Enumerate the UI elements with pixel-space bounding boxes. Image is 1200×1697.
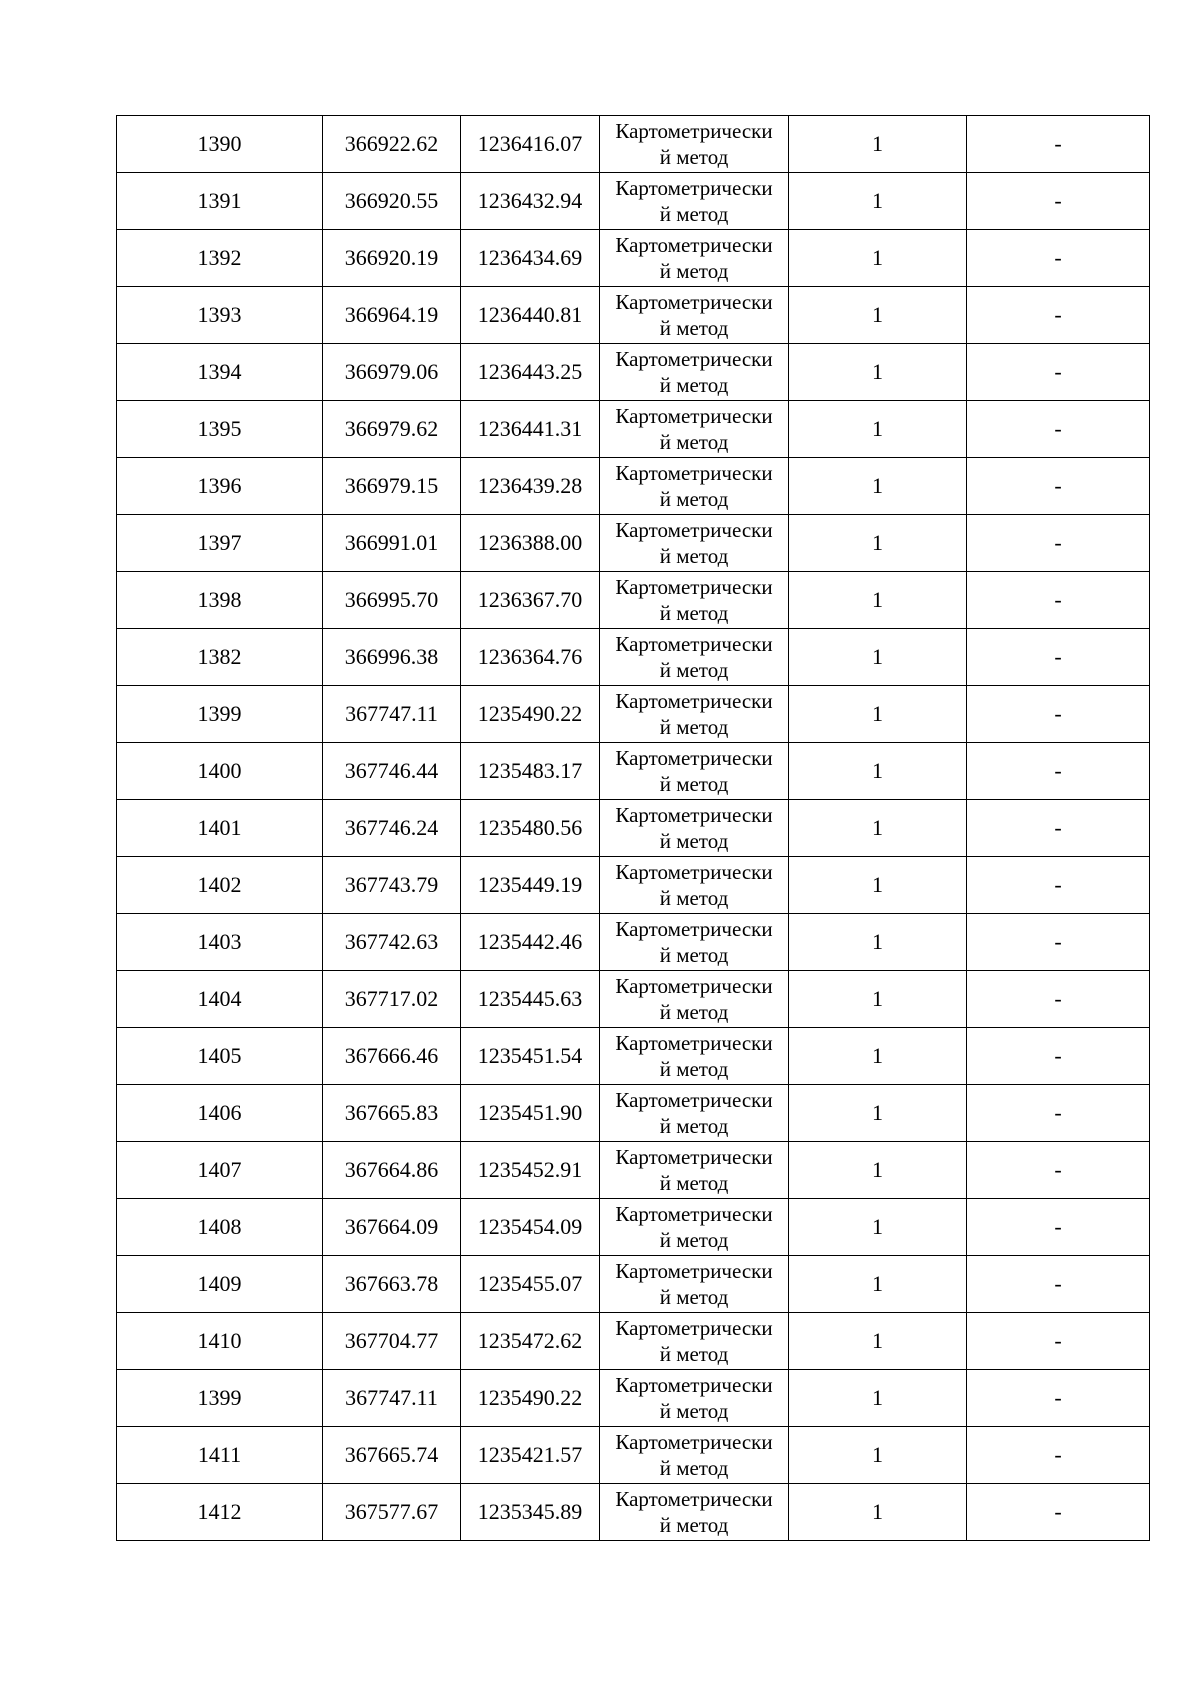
method-text-line-1: Картометрически bbox=[615, 347, 773, 371]
table-row bbox=[117, 1427, 1150, 1484]
y-coordinate-cell: 1235483.17 bbox=[461, 743, 600, 800]
accuracy-cell: 1 bbox=[789, 1427, 967, 1484]
method-text-line-1: Картометрически bbox=[615, 1088, 773, 1112]
accuracy-cell: 1 bbox=[789, 1484, 967, 1541]
y-coordinate-cell: 1235452.91 bbox=[461, 1142, 600, 1199]
table-row bbox=[117, 971, 1150, 1028]
point-number-cell: 1407 bbox=[117, 1142, 323, 1199]
method-text-line-1: Картометрически bbox=[615, 233, 773, 257]
point-number-cell: 1390 bbox=[117, 116, 323, 173]
point-number-cell: 1399 bbox=[117, 1370, 323, 1427]
note-cell: - bbox=[967, 515, 1150, 572]
x-coordinate-cell: 367746.44 bbox=[323, 743, 461, 800]
method-text-line-1: Картометрически bbox=[615, 803, 773, 827]
method-text-line-2: й метод bbox=[659, 1399, 729, 1423]
point-number-cell: 1395 bbox=[117, 401, 323, 458]
table-row bbox=[117, 800, 1150, 857]
x-coordinate-cell: 367665.83 bbox=[323, 1085, 461, 1142]
method-cell bbox=[600, 1256, 789, 1313]
method-cell bbox=[600, 1427, 789, 1484]
method-text-line-2: й метод bbox=[659, 658, 729, 682]
accuracy-cell: 1 bbox=[789, 401, 967, 458]
method-text-line-2: й метод bbox=[659, 202, 729, 226]
accuracy-cell: 1 bbox=[789, 458, 967, 515]
method-text-line-2: й метод bbox=[659, 1114, 729, 1138]
point-number-cell: 1403 bbox=[117, 914, 323, 971]
y-coordinate-cell: 1235480.56 bbox=[461, 800, 600, 857]
y-coordinate-cell: 1236432.94 bbox=[461, 173, 600, 230]
method-text-line-1: Картометрически bbox=[615, 461, 773, 485]
point-number-cell: 1404 bbox=[117, 971, 323, 1028]
method-cell bbox=[600, 686, 789, 743]
method-cell bbox=[600, 1370, 789, 1427]
accuracy-cell: 1 bbox=[789, 1313, 967, 1370]
method-cell bbox=[600, 1199, 789, 1256]
method-text-line-2: й метод bbox=[659, 259, 729, 283]
y-coordinate-cell: 1236388.00 bbox=[461, 515, 600, 572]
x-coordinate-cell: 367664.09 bbox=[323, 1199, 461, 1256]
table-row bbox=[117, 173, 1150, 230]
accuracy-cell: 1 bbox=[789, 686, 967, 743]
method-text-line-2: й метод bbox=[659, 1342, 729, 1366]
method-cell bbox=[600, 572, 789, 629]
method-cell bbox=[600, 971, 789, 1028]
table-row bbox=[117, 1313, 1150, 1370]
method-cell bbox=[600, 344, 789, 401]
y-coordinate-cell: 1235442.46 bbox=[461, 914, 600, 971]
method-text-line-2: й метод bbox=[659, 487, 729, 511]
method-cell bbox=[600, 1028, 789, 1085]
table-row bbox=[117, 1370, 1150, 1427]
method-text-line-1: Картометрически bbox=[615, 1430, 773, 1454]
point-number-cell: 1391 bbox=[117, 173, 323, 230]
x-coordinate-cell: 367747.11 bbox=[323, 686, 461, 743]
method-text-line-2: й метод bbox=[659, 1513, 729, 1537]
point-number-cell: 1402 bbox=[117, 857, 323, 914]
y-coordinate-cell: 1235472.62 bbox=[461, 1313, 600, 1370]
method-text-line-1: Картометрически bbox=[615, 1373, 773, 1397]
x-coordinate-cell: 366979.15 bbox=[323, 458, 461, 515]
note-cell: - bbox=[967, 1370, 1150, 1427]
method-text-line-1: Картометрически bbox=[615, 1316, 773, 1340]
table-row bbox=[117, 1028, 1150, 1085]
x-coordinate-cell: 367742.63 bbox=[323, 914, 461, 971]
method-text-line-2: й метод bbox=[659, 1057, 729, 1081]
method-text-line-1: Картометрически bbox=[615, 689, 773, 713]
note-cell: - bbox=[967, 230, 1150, 287]
accuracy-cell: 1 bbox=[789, 743, 967, 800]
point-number-cell: 1401 bbox=[117, 800, 323, 857]
point-number-cell: 1392 bbox=[117, 230, 323, 287]
table-row bbox=[117, 515, 1150, 572]
method-text-line-1: Картометрически bbox=[615, 119, 773, 143]
x-coordinate-cell: 367743.79 bbox=[323, 857, 461, 914]
method-text-line-1: Картометрически bbox=[615, 632, 773, 656]
note-cell: - bbox=[967, 629, 1150, 686]
method-text-line-2: й метод bbox=[659, 772, 729, 796]
x-coordinate-cell: 366996.38 bbox=[323, 629, 461, 686]
table-row bbox=[117, 572, 1150, 629]
method-text-line-1: Картометрически bbox=[615, 746, 773, 770]
accuracy-cell: 1 bbox=[789, 1199, 967, 1256]
accuracy-cell: 1 bbox=[789, 971, 967, 1028]
y-coordinate-cell: 1235451.90 bbox=[461, 1085, 600, 1142]
x-coordinate-cell: 367663.78 bbox=[323, 1256, 461, 1313]
table-row bbox=[117, 401, 1150, 458]
accuracy-cell: 1 bbox=[789, 1028, 967, 1085]
x-coordinate-cell: 366979.06 bbox=[323, 344, 461, 401]
x-coordinate-cell: 366979.62 bbox=[323, 401, 461, 458]
method-cell bbox=[600, 1313, 789, 1370]
accuracy-cell: 1 bbox=[789, 287, 967, 344]
table-row bbox=[117, 344, 1150, 401]
x-coordinate-cell: 367704.77 bbox=[323, 1313, 461, 1370]
method-text-line-2: й метод bbox=[659, 373, 729, 397]
point-number-cell: 1393 bbox=[117, 287, 323, 344]
x-coordinate-cell: 367747.11 bbox=[323, 1370, 461, 1427]
method-text-line-1: Картометрически bbox=[615, 1031, 773, 1055]
method-text-line-1: Картометрически bbox=[615, 974, 773, 998]
y-coordinate-cell: 1236364.76 bbox=[461, 629, 600, 686]
method-text-line-2: й метод bbox=[659, 1228, 729, 1252]
table-row bbox=[117, 1085, 1150, 1142]
note-cell: - bbox=[967, 1085, 1150, 1142]
note-cell: - bbox=[967, 572, 1150, 629]
table-row bbox=[117, 458, 1150, 515]
method-text-line-1: Картометрически bbox=[615, 518, 773, 542]
y-coordinate-cell: 1235451.54 bbox=[461, 1028, 600, 1085]
y-coordinate-cell: 1235445.63 bbox=[461, 971, 600, 1028]
table-row bbox=[117, 116, 1150, 173]
y-coordinate-cell: 1235490.22 bbox=[461, 686, 600, 743]
method-cell bbox=[600, 173, 789, 230]
note-cell: - bbox=[967, 1484, 1150, 1541]
method-text-line-1: Картометрически bbox=[615, 404, 773, 428]
method-cell bbox=[600, 1085, 789, 1142]
table-row bbox=[117, 743, 1150, 800]
y-coordinate-cell: 1236434.69 bbox=[461, 230, 600, 287]
method-text-line-1: Картометрически bbox=[615, 1145, 773, 1169]
note-cell: - bbox=[967, 116, 1150, 173]
note-cell: - bbox=[967, 1028, 1150, 1085]
y-coordinate-cell: 1236416.07 bbox=[461, 116, 600, 173]
accuracy-cell: 1 bbox=[789, 1370, 967, 1427]
accuracy-cell: 1 bbox=[789, 116, 967, 173]
y-coordinate-cell: 1236441.31 bbox=[461, 401, 600, 458]
accuracy-cell: 1 bbox=[789, 1256, 967, 1313]
method-text-line-2: й метод bbox=[659, 544, 729, 568]
method-text-line-2: й метод bbox=[659, 1000, 729, 1024]
point-number-cell: 1400 bbox=[117, 743, 323, 800]
note-cell: - bbox=[967, 1256, 1150, 1313]
point-number-cell: 1406 bbox=[117, 1085, 323, 1142]
method-text-line-2: й метод bbox=[659, 1171, 729, 1195]
point-number-cell: 1399 bbox=[117, 686, 323, 743]
method-cell bbox=[600, 743, 789, 800]
method-cell bbox=[600, 1484, 789, 1541]
table-row bbox=[117, 1142, 1150, 1199]
y-coordinate-cell: 1235490.22 bbox=[461, 1370, 600, 1427]
table-row bbox=[117, 629, 1150, 686]
x-coordinate-cell: 367665.74 bbox=[323, 1427, 461, 1484]
accuracy-cell: 1 bbox=[789, 173, 967, 230]
note-cell: - bbox=[967, 1142, 1150, 1199]
table-row bbox=[117, 857, 1150, 914]
method-cell bbox=[600, 287, 789, 344]
point-number-cell: 1408 bbox=[117, 1199, 323, 1256]
table-row bbox=[117, 1199, 1150, 1256]
table-row bbox=[117, 230, 1150, 287]
accuracy-cell: 1 bbox=[789, 857, 967, 914]
x-coordinate-cell: 366991.01 bbox=[323, 515, 461, 572]
note-cell: - bbox=[967, 287, 1150, 344]
method-text-line-1: Картометрически bbox=[615, 1487, 773, 1511]
method-text-line-1: Картометрически bbox=[615, 860, 773, 884]
y-coordinate-cell: 1235421.57 bbox=[461, 1427, 600, 1484]
x-coordinate-cell: 367666.46 bbox=[323, 1028, 461, 1085]
method-text-line-1: Картометрически bbox=[615, 1202, 773, 1226]
table-row bbox=[117, 287, 1150, 344]
method-cell bbox=[600, 1142, 789, 1199]
y-coordinate-cell: 1235455.07 bbox=[461, 1256, 600, 1313]
accuracy-cell: 1 bbox=[789, 515, 967, 572]
y-coordinate-cell: 1235345.89 bbox=[461, 1484, 600, 1541]
accuracy-cell: 1 bbox=[789, 914, 967, 971]
point-number-cell: 1410 bbox=[117, 1313, 323, 1370]
point-number-cell: 1409 bbox=[117, 1256, 323, 1313]
point-number-cell: 1411 bbox=[117, 1427, 323, 1484]
method-cell bbox=[600, 458, 789, 515]
method-text-line-2: й метод bbox=[659, 145, 729, 169]
note-cell: - bbox=[967, 743, 1150, 800]
point-number-cell: 1405 bbox=[117, 1028, 323, 1085]
method-text-line-2: й метод bbox=[659, 430, 729, 454]
method-text-line-1: Картометрически bbox=[615, 575, 773, 599]
method-cell bbox=[600, 800, 789, 857]
note-cell: - bbox=[967, 914, 1150, 971]
accuracy-cell: 1 bbox=[789, 230, 967, 287]
method-cell bbox=[600, 914, 789, 971]
method-cell bbox=[600, 515, 789, 572]
y-coordinate-cell: 1236367.70 bbox=[461, 572, 600, 629]
accuracy-cell: 1 bbox=[789, 1142, 967, 1199]
accuracy-cell: 1 bbox=[789, 800, 967, 857]
note-cell: - bbox=[967, 1427, 1150, 1484]
x-coordinate-cell: 366922.62 bbox=[323, 116, 461, 173]
method-text-line-2: й метод bbox=[659, 829, 729, 853]
note-cell: - bbox=[967, 1199, 1150, 1256]
x-coordinate-cell: 366995.70 bbox=[323, 572, 461, 629]
point-number-cell: 1397 bbox=[117, 515, 323, 572]
note-cell: - bbox=[967, 971, 1150, 1028]
table-row bbox=[117, 914, 1150, 971]
table-body bbox=[117, 116, 1150, 1541]
accuracy-cell: 1 bbox=[789, 629, 967, 686]
point-number-cell: 1412 bbox=[117, 1484, 323, 1541]
table-row bbox=[117, 1484, 1150, 1541]
note-cell: - bbox=[967, 173, 1150, 230]
note-cell: - bbox=[967, 1313, 1150, 1370]
note-cell: - bbox=[967, 458, 1150, 515]
x-coordinate-cell: 367664.86 bbox=[323, 1142, 461, 1199]
x-coordinate-cell: 366920.19 bbox=[323, 230, 461, 287]
note-cell: - bbox=[967, 401, 1150, 458]
method-cell bbox=[600, 230, 789, 287]
method-text-line-1: Картометрически bbox=[615, 290, 773, 314]
table-row bbox=[117, 686, 1150, 743]
x-coordinate-cell: 366964.19 bbox=[323, 287, 461, 344]
x-coordinate-cell: 367717.02 bbox=[323, 971, 461, 1028]
method-text-line-2: й метод bbox=[659, 715, 729, 739]
method-text-line-2: й метод bbox=[659, 1456, 729, 1480]
y-coordinate-cell: 1235449.19 bbox=[461, 857, 600, 914]
x-coordinate-cell: 367746.24 bbox=[323, 800, 461, 857]
note-cell: - bbox=[967, 857, 1150, 914]
y-coordinate-cell: 1235454.09 bbox=[461, 1199, 600, 1256]
accuracy-cell: 1 bbox=[789, 344, 967, 401]
point-number-cell: 1398 bbox=[117, 572, 323, 629]
method-text-line-1: Картометрически bbox=[615, 917, 773, 941]
x-coordinate-cell: 367577.67 bbox=[323, 1484, 461, 1541]
coordinates-table bbox=[116, 115, 1150, 1541]
y-coordinate-cell: 1236443.25 bbox=[461, 344, 600, 401]
point-number-cell: 1382 bbox=[117, 629, 323, 686]
note-cell: - bbox=[967, 800, 1150, 857]
method-text-line-2: й метод bbox=[659, 601, 729, 625]
method-text-line-2: й метод bbox=[659, 316, 729, 340]
y-coordinate-cell: 1236439.28 bbox=[461, 458, 600, 515]
accuracy-cell: 1 bbox=[789, 572, 967, 629]
accuracy-cell: 1 bbox=[789, 1085, 967, 1142]
method-text-line-1: Картометрически bbox=[615, 1259, 773, 1283]
y-coordinate-cell: 1236440.81 bbox=[461, 287, 600, 344]
x-coordinate-cell: 366920.55 bbox=[323, 173, 461, 230]
method-cell bbox=[600, 629, 789, 686]
point-number-cell: 1396 bbox=[117, 458, 323, 515]
method-text-line-1: Картометрически bbox=[615, 176, 773, 200]
method-cell bbox=[600, 857, 789, 914]
method-cell bbox=[600, 116, 789, 173]
note-cell: - bbox=[967, 344, 1150, 401]
note-cell: - bbox=[967, 686, 1150, 743]
method-text-line-2: й метод bbox=[659, 1285, 729, 1309]
point-number-cell: 1394 bbox=[117, 344, 323, 401]
method-cell bbox=[600, 401, 789, 458]
method-text-line-2: й метод bbox=[659, 886, 729, 910]
table-row bbox=[117, 1256, 1150, 1313]
method-text-line-2: й метод bbox=[659, 943, 729, 967]
